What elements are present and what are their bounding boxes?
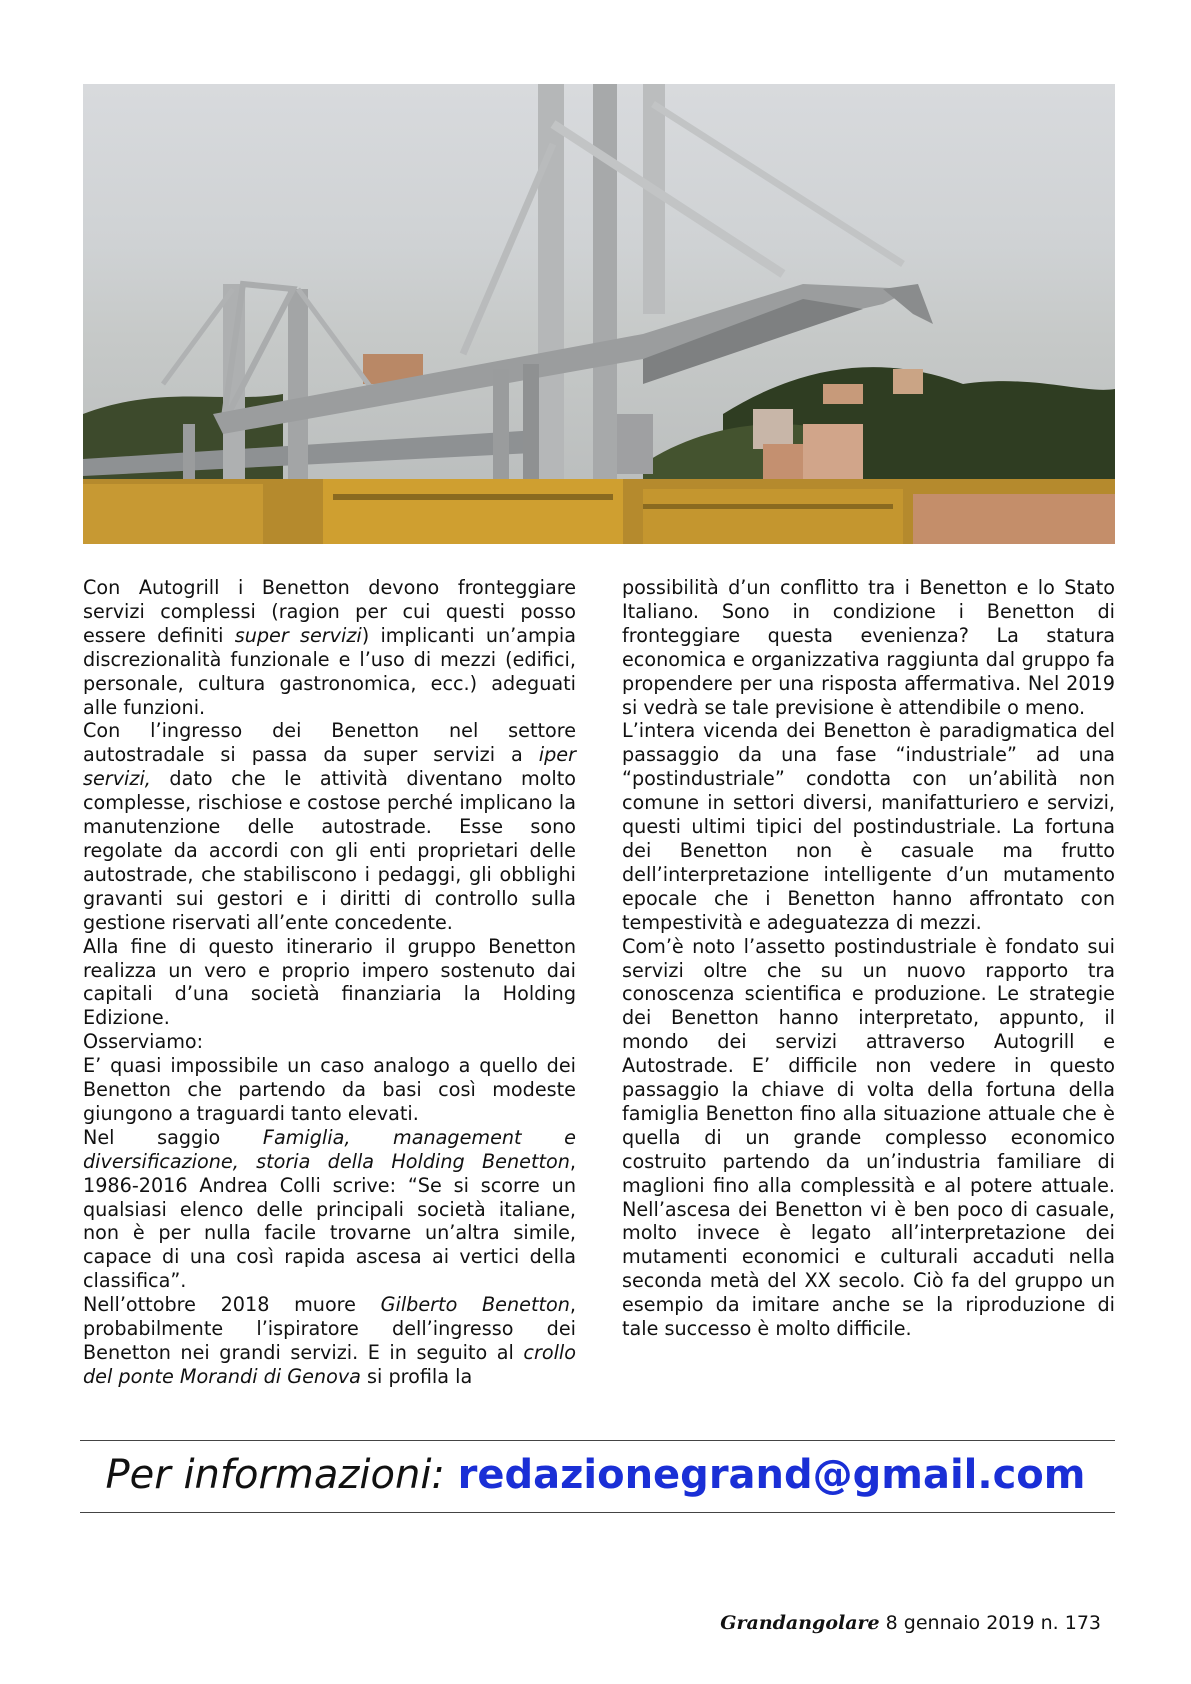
paragraph: Osserviamo: bbox=[83, 1030, 204, 1054]
info-label: Per informazioni: bbox=[105, 1452, 458, 1498]
divider bbox=[80, 1512, 1115, 1513]
info-banner bbox=[0, 1445, 1191, 1505]
right-column bbox=[622, 576, 1115, 1341]
page-footer bbox=[720, 1612, 1101, 1634]
bridge-illustration bbox=[83, 84, 1115, 544]
email-link[interactable]: redazionegrand@gmail.com bbox=[457, 1452, 1086, 1498]
paragraph: E’ quasi impossibile un caso analogo a quello dei Benetton che partendo da basi così modeste giungono a traguardi tanto elevati. bbox=[83, 1054, 576, 1125]
paragraph: L’intera vicenda dei Benetton è paradigmatica del passaggio da una fase “industriale” ad una “postindustriale” condotta con un’abilità non comune in settori diversi, manifatturiero e servizi, questi ultimi tipici del postindustriale. La fortuna dei Benetton non è casuale ma frutto dell’interpretazione intelligente d’un mutamento epocale che i Benetton hanno affrontato con tempestività e adeguatezza di mezzi. bbox=[622, 719, 1115, 934]
bridge-photo bbox=[83, 84, 1115, 544]
divider bbox=[80, 1440, 1115, 1441]
paragraph: Nel saggio Famiglia, management e diversificazione, storia della Holding Benetton, 1986-2016 Andrea Colli scrive: “Se si scorre un qualsiasi elenco delle principali società italiane, non è per nulla facile trovarne un’altra simile, capace di una così rapida ascesa ai vertici della classifica”. bbox=[83, 1125, 576, 1293]
issue-info: 8 gennaio 2019 n. 173 bbox=[879, 1612, 1101, 1634]
paragraph: Nell’ottobre 2018 muore Gilberto Benetton, probabilmente l’ispiratore dell’ingresso dei Benetton nei grandi servizi. E in seguito al crollo del ponte Morandi di Genova si profila la bbox=[83, 1293, 576, 1388]
paragraph: possibilità d’un conflitto tra i Benetton e lo Stato Italiano. Sono in condizione i Benetton di fronteggiare questa evenienza? La statura economica e organizzativa raggiunta dal gruppo fa propendere per una risposta affermativa. Nel 2019 si vedrà se tale previsione è attendibile o meno. bbox=[622, 576, 1115, 719]
left-column bbox=[83, 576, 576, 1389]
paragraph: Com’è noto l’assetto postindustriale è fondato sui servizi oltre che su un nuovo rapporto tra conoscenza scientifica e produzione. Le strategie dei Benetton hanno interpretato, appunto, il mondo dei servizi attraverso Autogrill e Autostrade. E’ difficile non vedere in questo passaggio la chiave di volta della fortuna della famiglia Benetton fino alla situazione attuale che è quella di un grande complesso economico costruito partendo da un’industria familiare di maglioni fino alla complessità e al potere attuale. Nell’ascesa dei Benetton vi è ben poco di casuale, molto invece è legato all’interpretazione dei mutamenti economici e culturali accaduti nella seconda metà del XX secolo. Ciò fa del gruppo un esempio da imitare anche se la riproduzione di tale successo è molto difficile. bbox=[622, 934, 1115, 1341]
magazine-name: Grandangolare bbox=[720, 1612, 880, 1634]
paragraph: Con l’ingresso dei Benetton nel settore autostradale si passa da super servizi a iper servizi, dato che le attività diventano molto complesse, rischiose e costose perché implicano la manutenzione delle autostrade. Esse sono regolate da accordi con gli enti proprietari delle autostrade, che stabiliscono i pedaggi, gli obblighi gravanti sui gestori e i diritti di controllo sulla gestione riservati all’ente concedente. bbox=[83, 719, 576, 934]
paragraph: Con Autogrill i Benetton devono fronteggiare servizi complessi (ragion per cui questi posso essere definiti super servizi) implicanti un’ampia discrezionalità funzionale e l’uso di mezzi (edifici, personale, cultura gastronomica, ecc.) adeguati alle funzioni. bbox=[83, 576, 576, 719]
paragraph: Alla fine di questo itinerario il gruppo Benetton realizza un vero e proprio impero sostenuto dai capitali d’una società finanziaria la Holding Edizione. bbox=[83, 934, 576, 1030]
